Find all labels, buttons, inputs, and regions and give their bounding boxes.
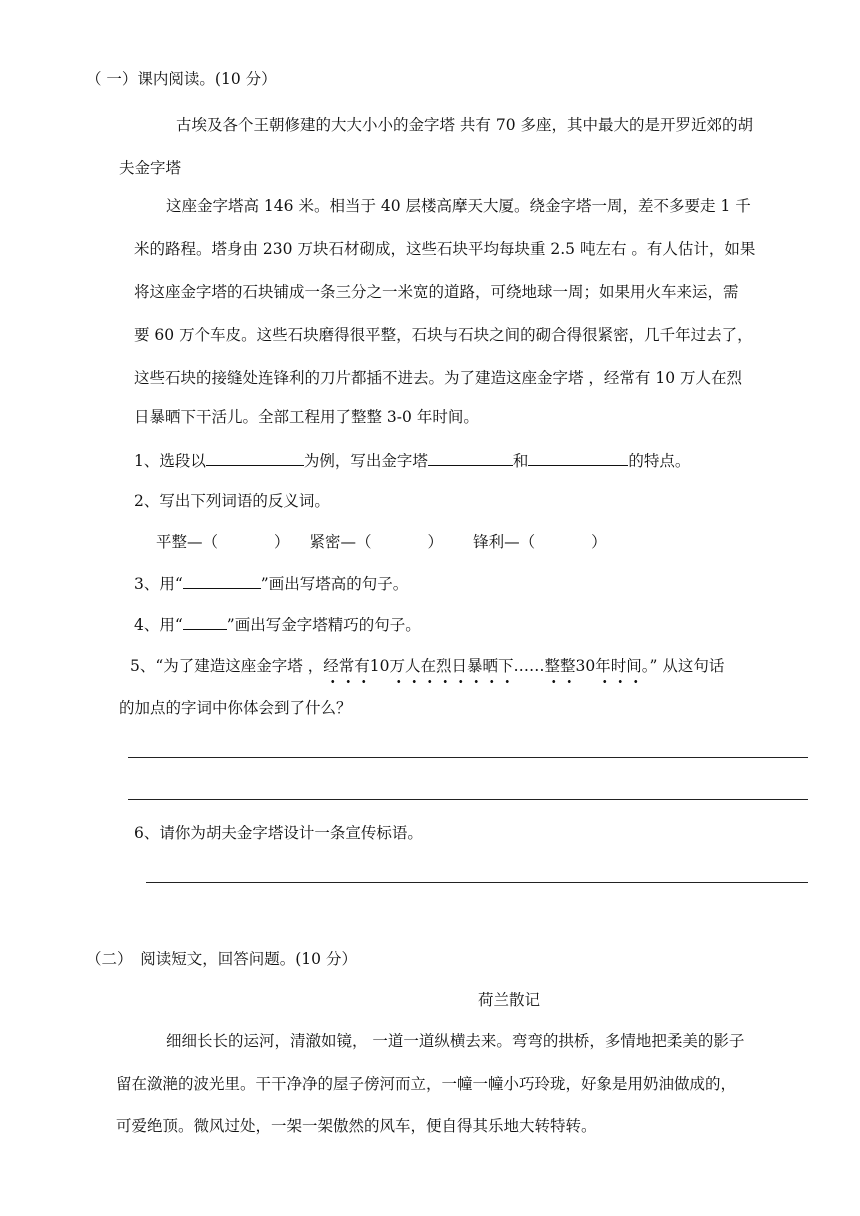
question-5 [130,656,724,676]
emphasis-text: 整整 [544,657,576,675]
emphasis-text: 年时间 [595,657,642,675]
question-1 [134,451,690,471]
question-5-text: 30 [575,657,596,675]
question-1-text: 和 [512,452,529,470]
passage2-line: 这些石块的接缝处连锋利的刀片都插不进去。为了建造这座金字塔 ，经常有 10 万人在烈 [134,369,743,387]
answer-blank[interactable] [428,451,513,466]
article-line: 可爱绝顶。微风过处，一架一架傲然的风车，便自得其乐地大转特转。 [116,1117,597,1135]
emphasis-text: 经常有 [323,657,370,675]
question-1-text: 的特点。 [628,452,691,470]
question-4-text: ”画出写金字塔精巧的句子。 [226,616,421,634]
question-5-line2: 的加点的字词中你体会到了什么？ [119,699,352,717]
section2-heading: （二） 阅读短文，回答问题。(10 分） [86,950,357,968]
question-2: 2、写出下列词语的反义词。 [134,492,330,510]
antonym-word: 锋利—（ [473,533,536,551]
emphasis-text: 万人在烈日暴晒下 [389,657,514,675]
passage2-line: 要 60 万个车皮。这些石块磨得很平整，石块与石块之间的砌合得很紧密，几千年过去了， [134,326,753,344]
passage1-line: 夫金字塔 [119,159,182,177]
passage1-line: 古埃及各个王朝修建的大大小小的金字塔 共有 70 多座，其中最大的是开罗近郊的胡 [176,116,754,134]
answer-line[interactable] [128,799,808,800]
passage2-line: 将这座金字塔的石块铺成一条三分之一米宽的道路，可绕地球一周；如果用火车来运，需 [134,283,739,301]
bracket-close: ） [274,533,290,551]
article-line: 细细长长的运河，清澈如镜， 一道一道纵横去来。弯弯的拱桥，多情地把柔美的影子 [166,1032,745,1050]
answer-blank[interactable] [528,451,628,466]
question-1-text: 为例，写出金字塔 [303,452,428,470]
question-5-text: 。” 从这句话 [641,657,725,675]
answer-line[interactable] [128,757,808,758]
passage2-line: 米的路程。塔身由 230 万块石材砌成，这些石块平均每块重 2.5 吨左右 。有人估计，如果 [134,240,756,258]
answer-blank[interactable] [206,451,304,466]
antonym-word: 紧密—（ [309,533,372,551]
passage2-line: 日暴晒下干活儿。全部工程用了整整 3-0 年时间。 [134,408,479,426]
section1-heading: （ 一）课内阅读。(10 分） [86,70,277,88]
question-4-text: 4、用“ [134,616,183,634]
question-6: 6、请你为胡夫金字塔设计一条宣传标语。 [134,824,423,842]
answer-blank[interactable] [183,574,261,589]
answer-line[interactable] [146,882,808,883]
antonym-word: 平整—（ [156,533,219,551]
answer-blank[interactable] [183,615,227,630]
question-3 [134,574,408,594]
bracket-close: ） [591,533,607,551]
question-4 [134,615,421,635]
question-5-text: …… [513,657,545,675]
question-3-text: 3、用“ [134,575,183,593]
question-5-text: 5、“为了建造这座金字塔 ， [130,657,324,675]
question-1-text: 1、选段以 [134,452,206,470]
question-3-text: ”画出写塔高的句子。 [260,575,409,593]
question-5-text: 10 [369,657,390,675]
article-line: 留在潋滟的波光里。干干净净的屋子傍河而立，一幢一幢小巧玲珑，好象是用奶油做成的， [116,1075,737,1093]
bracket-close: ） [427,533,444,551]
antonym-row [156,532,607,552]
article-title: 荷兰散记 [478,991,541,1009]
passage2-line: 这座金字塔高 146 米。相当于 40 层楼高摩天大厦。绕金字塔一周，差不多要走 1 千 [166,197,751,215]
